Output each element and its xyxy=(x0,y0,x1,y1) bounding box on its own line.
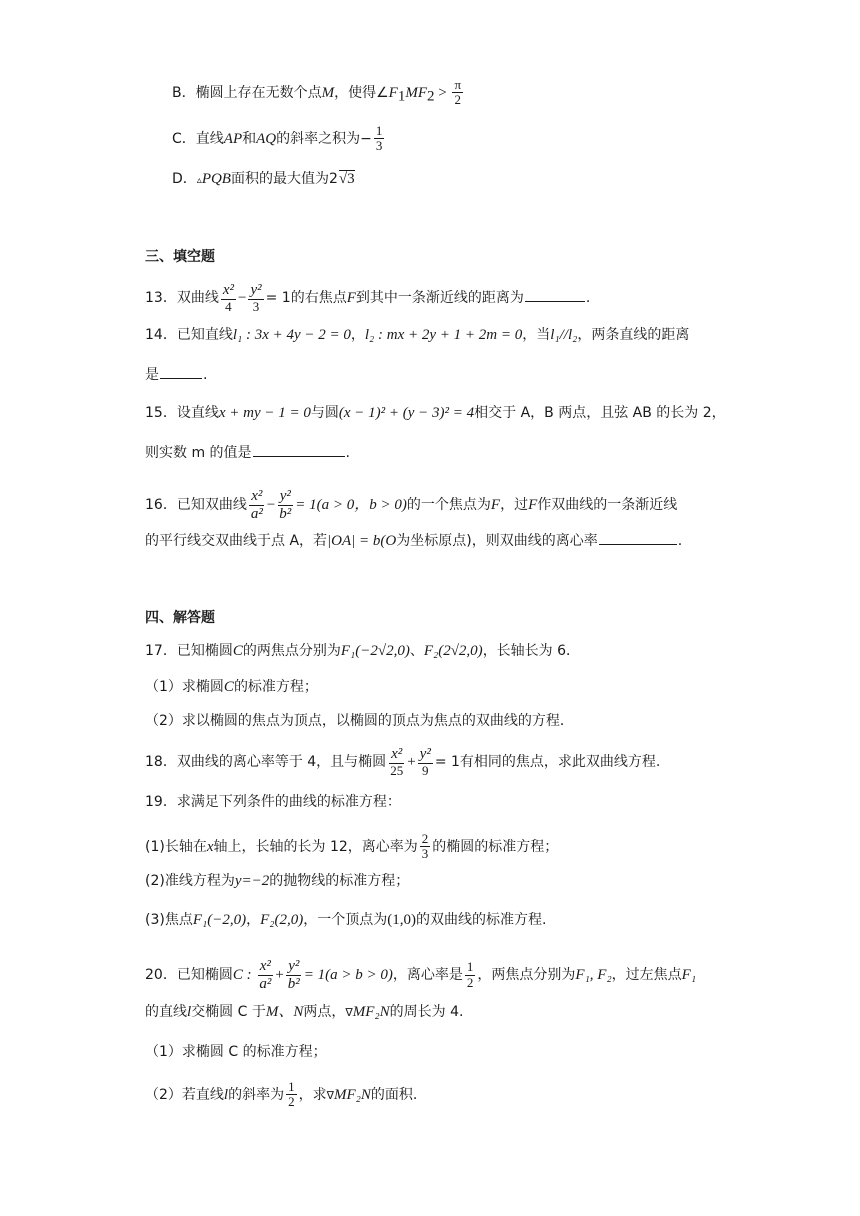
question-19-part2: (2)准线方程为y=−2的抛物线的标准方程； xyxy=(145,873,410,889)
question-14-line2: 是 . xyxy=(145,367,208,383)
option-c: C．直线AP和AQ的斜率之积为− $\frac{1}{3}$ xyxy=(172,123,383,154)
answer-blank[interactable] xyxy=(160,377,202,379)
question-20-part1: （1）求椭圆 C 的标准方程； xyxy=(145,1044,327,1060)
option-b: B．椭圆上存在无数个点M，使得$\angle F_1MF_2$ > $\frac{\pi}{2}$ xyxy=(172,77,462,108)
fraction: $\frac{\pi}{2}$ xyxy=(454,77,462,108)
question-19: 19．求满足下列条件的曲线的标准方程： xyxy=(145,794,401,810)
sqrt-radicand: √3 xyxy=(338,171,355,187)
question-17-part2: （2）求以椭圆的焦点为顶点，以椭圆的顶点为焦点的双曲线的方程． xyxy=(145,713,574,729)
fraction: $\frac{\text{y²}}{3}$ xyxy=(250,282,262,314)
fraction: $\frac{\text{x²}}{25}$ xyxy=(390,746,404,778)
question-18: 18．双曲线的离心率等于 4，且与椭圆 $\frac{\text{x²}}{25}$ + $\frac{\text{y²}}{9}$ = 1有相同的焦点，求此双曲线方程. xyxy=(145,746,661,778)
fraction: $\frac{1}{3}$ xyxy=(375,123,383,154)
fraction: $\frac{1}{2}$ xyxy=(288,1079,295,1110)
question-14: 14．已知直线l₁ : 3x + 4y − 2 = 0，l₂ : mx + 2y + 1 + 2m = 0，当l₁//l₂，两条直线的距离 xyxy=(145,327,690,343)
question-19-part1: (1)长轴在x轴上，长轴的长为 12，离心率为 $\frac{2}{3}$ 的椭圆的标准方程； xyxy=(145,831,559,862)
section-heading-fill-in: 三、填空题 xyxy=(145,249,215,265)
question-20-line2: 的直线l交椭圆 C 于M、N两点，∇MF₂N的周长为 4. xyxy=(145,1004,464,1020)
fraction: $\frac{\text{y²}}{9}$ xyxy=(419,746,431,778)
question-15-line2: 则实数 m 的值是 . xyxy=(145,445,350,461)
fraction: $\frac{\text{x²}}{\text{a²}}$ xyxy=(259,958,272,992)
question-20: 20．已知椭圆C : $\frac{\text{x²}}{\text{a²}}$ + $\frac{\text{y²}}{\text{b²}}$ = 1(a > b > 0)，离心率是 $\frac{1}{2}$ ，两焦点分别为F₁, F₂，过左焦点F₁ xyxy=(145,958,697,992)
fraction: $\frac{2}{3}$ xyxy=(421,831,429,862)
option-d: D．▵PQB面积的最大值为2√3 xyxy=(172,171,355,187)
answer-blank[interactable] xyxy=(253,455,345,457)
answer-blank[interactable] xyxy=(599,543,677,545)
fraction: $\frac{1}{2}$ xyxy=(466,959,474,990)
fraction: $\frac{\text{y²}}{\text{b²}}$ xyxy=(287,958,300,992)
question-17: 17．已知椭圆C的两焦点分别为F₁(−2√2,0)、F₂(2√2,0)，长轴长为 6． xyxy=(145,643,581,659)
fraction: $\frac{\text{x²}}{\text{a²}}$ xyxy=(250,488,263,522)
question-15: 15．设直线x + my − 1 = 0与圆(x − 1)² + (y − 3)² = 4相交于 A，B 两点，且弦 AB 的长为 2， xyxy=(145,405,726,421)
question-19-part3: (3)焦点F₁(−2,0)，F₂(2,0)，一个顶点为(1,0)的双曲线的标准方程. xyxy=(145,912,547,928)
question-16-line2: 的平行线交双曲线于点 A，若|OA| = b(O为坐标原点)，则双曲线的离心率 . xyxy=(145,533,683,549)
question-17-part1: （1）求椭圆C的标准方程； xyxy=(145,679,318,695)
question-13: 13．双曲线 $\frac{\text{x²}}{4}$ − $\frac{\text{y²}}{3}$ = 1的右焦点F到其中一条渐近线的距离为 . xyxy=(145,282,591,314)
fraction: $\frac{\text{x²}}{4}$ xyxy=(222,282,234,314)
section-heading-answer: 四、解答题 xyxy=(145,610,215,626)
question-16: 16．已知双曲线 $\frac{\text{x²}}{\text{a²}}$ − $\frac{\text{y²}}{\text{b²}}$ = 1(a > 0，b > 0)的一个焦点为F，过F作双曲线的一条渐近线 xyxy=(145,488,678,522)
question-20-part2: （2）若直线l的斜率为 $\frac{1}{2}$ ，求∇MF₂N的面积. xyxy=(145,1079,418,1110)
fraction: $\frac{\text{y²}}{\text{b²}}$ xyxy=(279,488,292,522)
answer-blank[interactable] xyxy=(525,300,585,302)
